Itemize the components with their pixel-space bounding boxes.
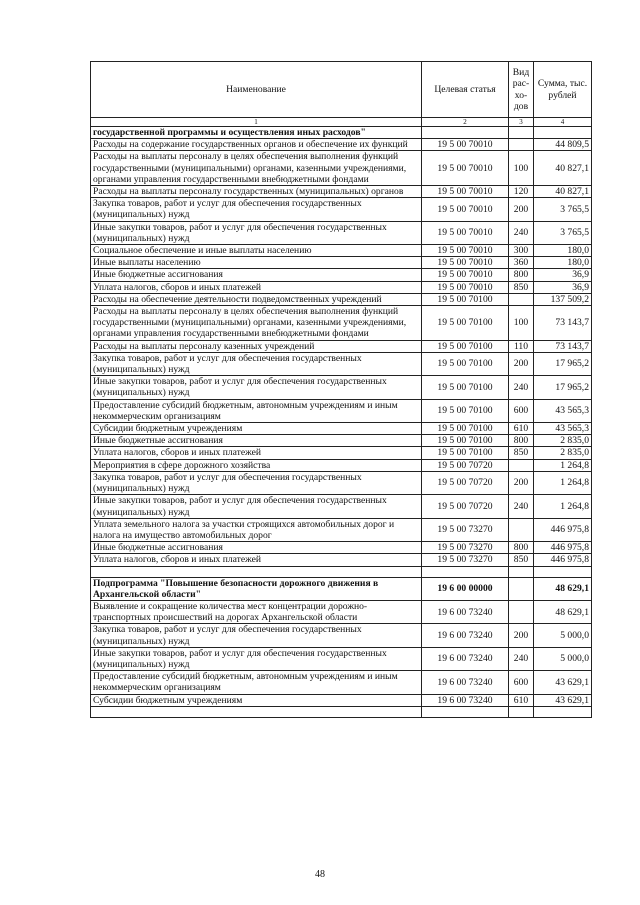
cell-name: Социальное обеспечение и иные выплаты населению (91, 245, 422, 257)
table-row (91, 151, 592, 186)
cell-name: Предоставление субсидий бюджетным, автономным учреждениям и иным некоммерческим организациям (91, 671, 422, 694)
cell-sum: 17 965,2 (534, 376, 592, 399)
table-row (91, 306, 592, 341)
cell-expense-kind: 200 (509, 624, 534, 647)
table-row (91, 221, 592, 244)
cell-target-code: 19 5 00 70010 (422, 257, 509, 269)
cell-expense-kind (509, 139, 534, 151)
table-row (91, 647, 592, 670)
table-row (91, 281, 592, 293)
cell-sum: 180,0 (534, 245, 592, 257)
table-row (91, 471, 592, 494)
cell-sum: 2 835,0 (534, 447, 592, 459)
cell-target-code (422, 127, 509, 139)
budget-table (90, 61, 592, 718)
cell-name: Иные закупки товаров, работ и услуг для обеспечения государственных (муниципальных) нужд (91, 221, 422, 244)
cell-sum: 137 509,2 (534, 293, 592, 305)
cell-expense-kind: 240 (509, 495, 534, 518)
cell-name: Закупка товаров, работ и услуг для обеспечения государственных (муниципальных) нужд (91, 198, 422, 221)
cell-name: Иные бюджетные ассигнования (91, 435, 422, 447)
cell-target-code (422, 566, 509, 577)
cell-target-code: 19 5 00 73270 (422, 554, 509, 566)
cell-name (91, 566, 422, 577)
cell-expense-kind: 240 (509, 647, 534, 670)
cell-expense-kind (509, 518, 534, 541)
document-page (90, 61, 591, 718)
cell-sum: 180,0 (534, 257, 592, 269)
cell-sum: 48 629,1 (534, 600, 592, 623)
cell-sum: 1 264,8 (534, 471, 592, 494)
cell-target-code: 19 5 00 70100 (422, 352, 509, 375)
table-row (91, 127, 592, 139)
table-row (91, 352, 592, 375)
table-row (91, 186, 592, 198)
cell-expense-kind (509, 577, 534, 600)
cell-sum: 36,9 (534, 281, 592, 293)
table-row (91, 447, 592, 459)
cell-target-code: 19 5 00 70010 (422, 186, 509, 198)
table-row (91, 706, 592, 717)
cell-expense-kind (509, 706, 534, 717)
cell-sum: 40 827,1 (534, 151, 592, 186)
cell-name: Уплата налогов, сборов и иных платежей (91, 447, 422, 459)
cell-name: Субсидии бюджетным учреждениям (91, 694, 422, 706)
cell-name: Субсидии бюджетным учреждениям (91, 423, 422, 435)
cell-target-code: 19 6 00 73240 (422, 647, 509, 670)
cell-sum: 3 765,5 (534, 198, 592, 221)
cell-expense-kind (509, 600, 534, 623)
table-row (91, 671, 592, 694)
table-row (91, 495, 592, 518)
table-row (91, 245, 592, 257)
cell-name: Расходы на выплаты персоналу в целях обеспечения выполнения функций государственными (муниципальными) органами, казенными учреждениями, органами управления государственными внебюджетными фондами (91, 151, 422, 186)
cell-name (91, 706, 422, 717)
cell-target-code: 19 5 00 70100 (422, 376, 509, 399)
cell-name: Закупка товаров, работ и услуг для обеспечения государственных (муниципальных) нужд (91, 352, 422, 375)
cell-name: Уплата земельного налога за участки строящихся автомобильных дорог и налога на имущество автомобильных дорог (91, 518, 422, 541)
cell-target-code (422, 706, 509, 717)
cell-name: Расходы на обеспечение деятельности подведомственных учреждений (91, 293, 422, 305)
cell-sum: 73 143,7 (534, 340, 592, 352)
cell-target-code: 19 5 00 70100 (422, 423, 509, 435)
cell-sum (534, 706, 592, 717)
cell-expense-kind: 800 (509, 269, 534, 281)
table-row (91, 257, 592, 269)
table-row (91, 577, 592, 600)
cell-name: Уплата налогов, сборов и иных платежей (91, 281, 422, 293)
cell-name: Иные бюджетные ассигнования (91, 542, 422, 554)
cell-name: Иные бюджетные ассигнования (91, 269, 422, 281)
cell-target-code: 19 5 00 70720 (422, 471, 509, 494)
cell-name: Подпрограмма "Повышение безопасности дорожного движения в Архангельской области" (91, 577, 422, 600)
cell-sum: 3 765,5 (534, 221, 592, 244)
cell-sum: 73 143,7 (534, 306, 592, 341)
cell-expense-kind: 300 (509, 245, 534, 257)
cell-name: Расходы на выплаты персоналу в целях обеспечения выполнения функций государственными (муниципальными) органами, казенными учреждениями, органами управления государственными внебюджетными фондами (91, 306, 422, 341)
cell-expense-kind: 240 (509, 376, 534, 399)
cell-target-code: 19 5 00 73270 (422, 518, 509, 541)
cell-name: Мероприятия в сфере дорожного хозяйства (91, 459, 422, 471)
cell-target-code: 19 5 00 70010 (422, 151, 509, 186)
cell-expense-kind: 600 (509, 671, 534, 694)
cell-expense-kind: 850 (509, 447, 534, 459)
cell-name: Предоставление субсидий бюджетным, автономным учреждениям и иным некоммерческим организациям (91, 399, 422, 422)
cell-expense-kind (509, 293, 534, 305)
cell-target-code: 19 5 00 70010 (422, 198, 509, 221)
cell-target-code: 19 5 00 70100 (422, 399, 509, 422)
cell-name: государственной программы и осуществления иных расходов" (91, 127, 422, 139)
cell-sum: 43 565,3 (534, 399, 592, 422)
cell-target-code: 19 5 00 70010 (422, 281, 509, 293)
table-row (91, 340, 592, 352)
cell-sum: 1 264,8 (534, 459, 592, 471)
table-row (91, 542, 592, 554)
cell-target-code: 19 6 00 73240 (422, 624, 509, 647)
header-sum: Сумма, тыс. рублей (534, 62, 592, 118)
cell-expense-kind (509, 459, 534, 471)
table-row (91, 198, 592, 221)
cell-target-code: 19 5 00 70720 (422, 459, 509, 471)
cell-sum: 43 629,1 (534, 671, 592, 694)
cell-target-code: 19 6 00 73240 (422, 671, 509, 694)
table-row (91, 293, 592, 305)
cell-sum (534, 566, 592, 577)
cell-name: Иные закупки товаров, работ и услуг для обеспечения государственных (муниципальных) нужд (91, 376, 422, 399)
cell-expense-kind: 200 (509, 471, 534, 494)
cell-sum: 446 975,8 (534, 554, 592, 566)
column-number-2: 2 (422, 118, 509, 127)
table-row (91, 435, 592, 447)
cell-target-code: 19 5 00 70010 (422, 269, 509, 281)
table-row (91, 694, 592, 706)
table-header-row (91, 62, 592, 118)
cell-sum: 48 629,1 (534, 577, 592, 600)
cell-name: Закупка товаров, работ и услуг для обеспечения государственных (муниципальных) нужд (91, 624, 422, 647)
cell-expense-kind: 850 (509, 281, 534, 293)
cell-expense-kind (509, 127, 534, 139)
table-row (91, 518, 592, 541)
table-body (91, 127, 592, 718)
cell-expense-kind: 610 (509, 423, 534, 435)
header-code: Целевая статья (422, 62, 509, 118)
cell-name: Иные закупки товаров, работ и услуг для обеспечения государственных (муниципальных) нужд (91, 647, 422, 670)
cell-name: Расходы на выплаты персоналу казенных учреждений (91, 340, 422, 352)
cell-target-code: 19 6 00 73240 (422, 694, 509, 706)
cell-expense-kind: 100 (509, 151, 534, 186)
cell-target-code: 19 5 00 70100 (422, 306, 509, 341)
cell-sum: 5 000,0 (534, 647, 592, 670)
cell-sum: 36,9 (534, 269, 592, 281)
cell-sum: 44 809,5 (534, 139, 592, 151)
header-name: Наименование (91, 62, 422, 118)
cell-expense-kind: 100 (509, 306, 534, 341)
cell-sum: 446 975,8 (534, 542, 592, 554)
cell-sum: 5 000,0 (534, 624, 592, 647)
cell-expense-kind: 110 (509, 340, 534, 352)
cell-sum (534, 127, 592, 139)
table-row (91, 269, 592, 281)
cell-sum: 17 965,2 (534, 352, 592, 375)
cell-sum: 43 629,1 (534, 694, 592, 706)
cell-target-code: 19 5 00 70100 (422, 447, 509, 459)
column-number-3: 3 (509, 118, 534, 127)
cell-name: Выявление и сокращение количества мест концентрации дорожно-транспортных происшествий на дорогах Архангельской области (91, 600, 422, 623)
column-number-4: 4 (534, 118, 592, 127)
cell-target-code: 19 5 00 70010 (422, 221, 509, 244)
table-row (91, 399, 592, 422)
table-row (91, 624, 592, 647)
cell-expense-kind: 200 (509, 352, 534, 375)
cell-target-code: 19 5 00 70720 (422, 495, 509, 518)
cell-expense-kind: 200 (509, 198, 534, 221)
cell-expense-kind: 240 (509, 221, 534, 244)
cell-expense-kind: 800 (509, 542, 534, 554)
cell-sum: 1 264,8 (534, 495, 592, 518)
column-number-1: 1 (91, 118, 422, 127)
table-row (91, 139, 592, 151)
cell-target-code: 19 5 00 70100 (422, 340, 509, 352)
cell-name: Иные выплаты населению (91, 257, 422, 269)
column-number-row (91, 118, 592, 127)
table-row (91, 376, 592, 399)
cell-target-code: 19 5 00 73270 (422, 542, 509, 554)
cell-expense-kind: 800 (509, 435, 534, 447)
cell-target-code: 19 6 00 73240 (422, 600, 509, 623)
cell-sum: 2 835,0 (534, 435, 592, 447)
cell-expense-kind: 850 (509, 554, 534, 566)
cell-target-code: 19 5 00 70100 (422, 435, 509, 447)
cell-expense-kind: 120 (509, 186, 534, 198)
cell-sum: 43 565,3 (534, 423, 592, 435)
cell-target-code: 19 5 00 70010 (422, 245, 509, 257)
cell-sum: 40 827,1 (534, 186, 592, 198)
cell-target-code: 19 6 00 00000 (422, 577, 509, 600)
cell-target-code: 19 5 00 70100 (422, 293, 509, 305)
table-row (91, 423, 592, 435)
table-row (91, 600, 592, 623)
cell-name: Расходы на выплаты персоналу государственных (муниципальных) органов (91, 186, 422, 198)
cell-name: Расходы на содержание государственных органов и обеспечение их функций (91, 139, 422, 151)
cell-sum: 446 975,8 (534, 518, 592, 541)
cell-expense-kind: 600 (509, 399, 534, 422)
page-number: 48 (315, 869, 325, 880)
cell-target-code: 19 5 00 70010 (422, 139, 509, 151)
cell-name: Иные закупки товаров, работ и услуг для обеспечения государственных (муниципальных) нужд (91, 495, 422, 518)
cell-name: Закупка товаров, работ и услуг для обеспечения государственных (муниципальных) нужд (91, 471, 422, 494)
cell-expense-kind: 360 (509, 257, 534, 269)
header-kind: Вид рас-хо-дов (509, 62, 534, 118)
cell-expense-kind (509, 566, 534, 577)
cell-name: Уплата налогов, сборов и иных платежей (91, 554, 422, 566)
table-row (91, 554, 592, 566)
cell-expense-kind: 610 (509, 694, 534, 706)
table-row (91, 566, 592, 577)
table-row (91, 459, 592, 471)
